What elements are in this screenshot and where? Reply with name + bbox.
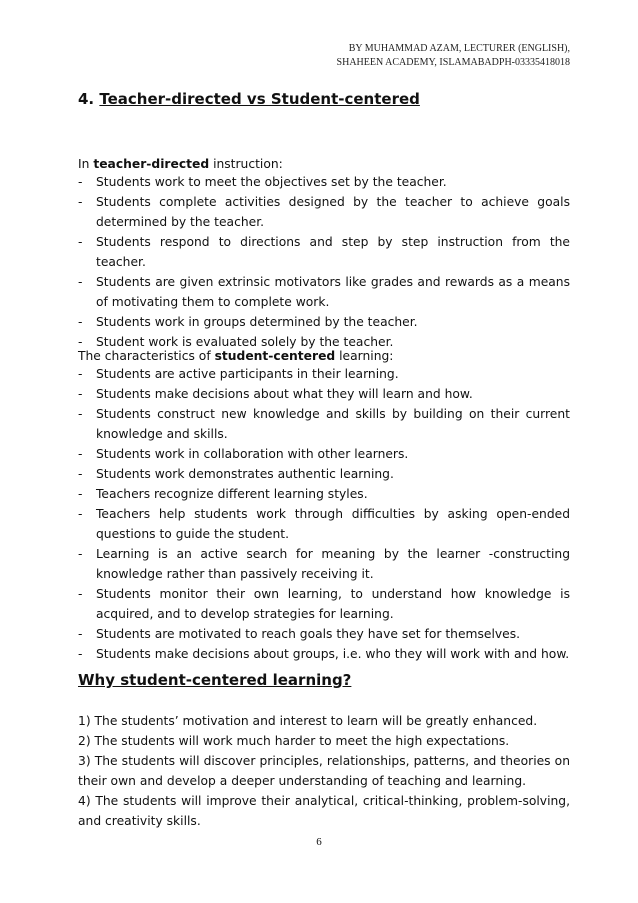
list-item-text: Students work in collaboration with other learners. (96, 447, 409, 461)
list-item (78, 584, 570, 624)
intro-text: The characteristics of (78, 349, 215, 363)
list-item-text: Students make decisions about what they will learn and how. (96, 387, 473, 401)
list-item (78, 484, 570, 504)
list-item (78, 312, 570, 332)
page-number: 6 (316, 836, 322, 848)
list-item-text: Learning is an active search for meaning by the learner -constructing knowledge rather than passively receiving it. (96, 547, 570, 581)
list-item-text: Students construct new knowledge and skills by building on their current knowledge and skills. (96, 407, 570, 441)
section-heading-1 (78, 90, 420, 108)
list-item (78, 644, 570, 664)
list-item-text: Students are active participants in their learning. (96, 367, 399, 381)
dash-bullet: - (78, 195, 83, 209)
reason-item: 1) The students’ motivation and interest to learn will be greatly enhanced. (78, 714, 538, 728)
dash-bullet: - (78, 275, 83, 289)
section-number: 4. (78, 90, 95, 108)
dash-bullet: - (78, 447, 83, 461)
list-item-text: Students complete activities designed by the teacher to achieve goals determined by the teacher. (96, 195, 570, 229)
section-title: Teacher-directed vs Student-centered (99, 90, 420, 108)
list-item (78, 404, 570, 444)
page-header (337, 42, 570, 70)
list-item (78, 544, 570, 584)
teacher-directed-list (78, 172, 570, 352)
header-line-1: BY MUHAMMAD AZAM, LECTURER (ENGLISH), (348, 43, 570, 54)
list-item-text: Students work in groups determined by the teacher. (96, 315, 418, 329)
list-item-text: Students monitor their own learning, to understand how knowledge is acquired, and to develop strategies for learning. (96, 587, 570, 621)
list-item-text: Students work demonstrates authentic learning. (96, 467, 394, 481)
header-line-2: SHAHEEN ACADEMY, ISLAMABADPH-03335418018 (336, 57, 570, 68)
intro-text: In (78, 157, 94, 171)
intro-text: learning: (335, 349, 394, 363)
teacher-directed-intro (78, 155, 283, 173)
dash-bullet: - (78, 647, 83, 661)
list-item-text: Students make decisions about groups, i.e. who they will work with and how. (96, 647, 570, 661)
list-item (78, 232, 570, 272)
intro-text: instruction: (209, 157, 283, 171)
list-item (78, 384, 570, 404)
list-item (78, 444, 570, 464)
dash-bullet: - (78, 175, 83, 189)
dash-bullet: - (78, 235, 83, 249)
intro-bold-term: teacher-directed (93, 157, 210, 171)
dash-bullet: - (78, 367, 83, 381)
dash-bullet: - (78, 315, 83, 329)
student-centered-list (78, 364, 570, 664)
student-centered-intro (78, 347, 393, 365)
dash-bullet: - (78, 467, 83, 481)
dash-bullet: - (78, 335, 83, 349)
list-item-text: Students respond to directions and step by step instruction from the teacher. (96, 235, 570, 269)
list-item (78, 172, 570, 192)
list-item (78, 364, 570, 384)
list-item-text: Students are given extrinsic motivators like grades and rewards as a means of motivating them to complete work. (96, 275, 570, 309)
dash-bullet: - (78, 627, 83, 641)
list-item (78, 504, 570, 544)
section-heading-2: Why student-centered learning? (78, 671, 352, 689)
list-item-text: Students are motivated to reach goals they have set for themselves. (96, 627, 521, 641)
list-item (78, 192, 570, 232)
dash-bullet: - (78, 487, 83, 501)
reason-item: 3) The students will discover principles, relationships, patterns, and theories on their own and develop a deeper understanding of teaching and learning. (78, 754, 570, 788)
list-item (78, 272, 570, 312)
dash-bullet: - (78, 387, 83, 401)
dash-bullet: - (78, 507, 83, 521)
list-item-text: Student work is evaluated solely by the teacher. (96, 335, 394, 349)
list-item-text: Teachers recognize different learning styles. (96, 487, 368, 501)
dash-bullet: - (78, 587, 83, 601)
intro-bold-term: student-centered (214, 349, 336, 363)
list-item (78, 464, 570, 484)
dash-bullet: - (78, 407, 83, 421)
reason-item: 4) The students will improve their analytical, critical-thinking, problem-solving, and creativity skills. (78, 794, 570, 828)
dash-bullet: - (78, 547, 83, 561)
list-item (78, 624, 570, 644)
reasons-list (78, 711, 570, 831)
list-item-text: Teachers help students work through difficulties by asking open-ended questions to guide the student. (96, 507, 570, 541)
list-item-text: Students work to meet the objectives set by the teacher. (96, 175, 447, 189)
reason-item: 2) The students will work much harder to meet the high expectations. (78, 734, 510, 748)
